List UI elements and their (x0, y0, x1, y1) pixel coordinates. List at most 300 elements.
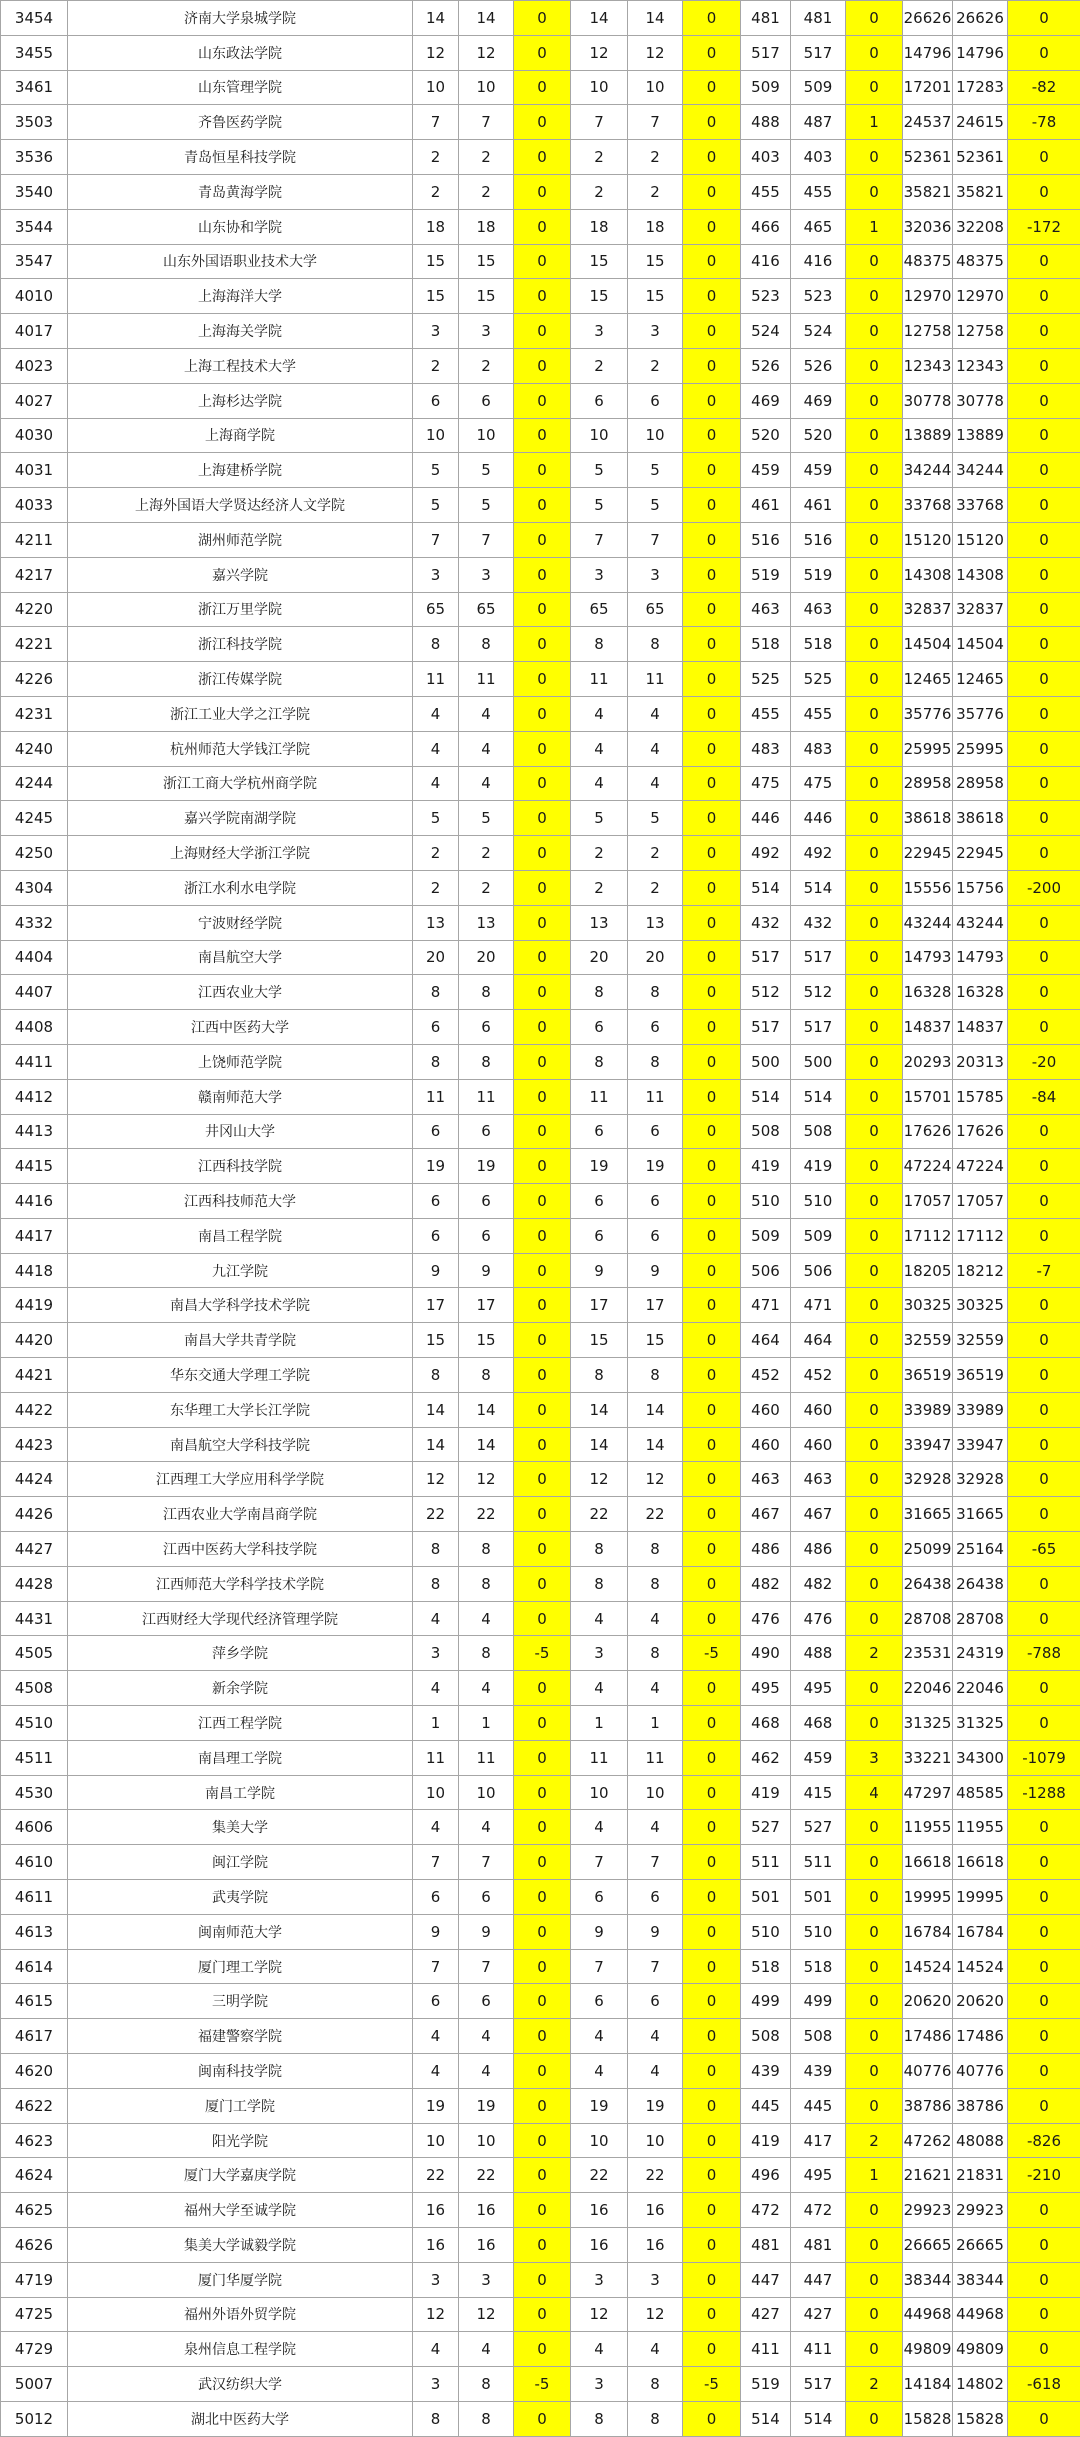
cell-plan-b: 18 (459, 209, 514, 244)
cell-count-a: 8 (571, 627, 628, 662)
cell-score-b: 447 (791, 2262, 846, 2297)
table-row (1, 731, 1080, 766)
cell-score-b: 475 (791, 766, 846, 801)
cell-count-diff: 0 (683, 836, 741, 871)
cell-rank-diff: -65 (1008, 1532, 1080, 1567)
table-row (1, 2332, 1080, 2367)
table-row (1, 1497, 1080, 1532)
cell-score-diff: 0 (846, 418, 903, 453)
cell-plan-a: 3 (413, 557, 459, 592)
cell-count-a: 15 (571, 244, 628, 279)
cell-count-a: 5 (571, 801, 628, 836)
cell-count-diff: -5 (683, 1636, 741, 1671)
table-row (1, 1810, 1080, 1845)
cell-plan-a: 3 (413, 2262, 459, 2297)
cell-plan-diff: 0 (514, 766, 571, 801)
cell-code: 4415 (1, 1149, 68, 1184)
cell-rank-b: 16328 (953, 975, 1008, 1010)
cell-score-b: 476 (791, 1601, 846, 1636)
cell-score-diff: 0 (846, 1706, 903, 1741)
cell-plan-b: 4 (459, 696, 514, 731)
cell-plan-a: 11 (413, 1079, 459, 1114)
cell-plan-diff: 0 (514, 1010, 571, 1045)
cell-count-a: 6 (571, 1218, 628, 1253)
cell-school-name: 上海海洋大学 (68, 279, 413, 314)
cell-count-b: 7 (628, 1845, 683, 1880)
cell-code: 4211 (1, 522, 68, 557)
cell-score-diff: 0 (846, 1601, 903, 1636)
cell-school-name: 山东政法学院 (68, 35, 413, 70)
cell-score-a: 469 (741, 383, 791, 418)
cell-count-b: 11 (628, 1079, 683, 1114)
cell-plan-diff: 0 (514, 1601, 571, 1636)
cell-code: 3540 (1, 174, 68, 209)
cell-count-b: 22 (628, 2158, 683, 2193)
cell-school-name: 江西科技师范大学 (68, 1184, 413, 1219)
cell-count-b: 8 (628, 1566, 683, 1601)
cell-rank-a: 52361 (903, 140, 953, 175)
cell-score-a: 495 (741, 1671, 791, 1706)
cell-rank-diff: 0 (1008, 592, 1080, 627)
cell-code: 5012 (1, 2401, 68, 2436)
cell-plan-diff: 0 (514, 801, 571, 836)
cell-school-name: 井冈山大学 (68, 1114, 413, 1149)
cell-count-a: 22 (571, 1497, 628, 1532)
cell-score-b: 514 (791, 870, 846, 905)
cell-school-name: 江西科技学院 (68, 1149, 413, 1184)
cell-plan-b: 10 (459, 418, 514, 453)
cell-rank-b: 35776 (953, 696, 1008, 731)
cell-count-diff: 0 (683, 35, 741, 70)
cell-count-b: 2 (628, 348, 683, 383)
cell-score-diff: 1 (846, 105, 903, 140)
cell-rank-a: 31665 (903, 1497, 953, 1532)
cell-rank-a: 36519 (903, 1358, 953, 1393)
cell-count-diff: 0 (683, 905, 741, 940)
cell-score-b: 519 (791, 557, 846, 592)
cell-school-name: 闽江学院 (68, 1845, 413, 1880)
cell-rank-diff: 0 (1008, 940, 1080, 975)
cell-plan-diff: 0 (514, 1358, 571, 1393)
cell-score-diff: 0 (846, 1845, 903, 1880)
cell-rank-b: 20620 (953, 1984, 1008, 2019)
cell-score-a: 518 (741, 627, 791, 662)
cell-count-diff: 0 (683, 1010, 741, 1045)
cell-plan-diff: 0 (514, 1706, 571, 1741)
cell-plan-a: 8 (413, 627, 459, 662)
cell-score-diff: 0 (846, 2193, 903, 2228)
cell-rank-diff: 0 (1008, 1810, 1080, 1845)
cell-score-a: 501 (741, 1880, 791, 1915)
cell-code: 4408 (1, 1010, 68, 1045)
cell-score-a: 419 (741, 1149, 791, 1184)
cell-rank-diff: -1079 (1008, 1740, 1080, 1775)
cell-plan-diff: 0 (514, 1149, 571, 1184)
cell-score-a: 527 (741, 1810, 791, 1845)
cell-school-name: 武汉纺织大学 (68, 2367, 413, 2402)
cell-count-a: 14 (571, 1427, 628, 1462)
table-row (1, 662, 1080, 697)
cell-rank-a: 15701 (903, 1079, 953, 1114)
cell-plan-diff: 0 (514, 592, 571, 627)
cell-count-diff: 0 (683, 1253, 741, 1288)
cell-rank-a: 48375 (903, 244, 953, 279)
cell-school-name: 江西农业大学 (68, 975, 413, 1010)
cell-count-b: 3 (628, 557, 683, 592)
cell-rank-diff: 0 (1008, 1149, 1080, 1184)
cell-score-diff: 0 (846, 383, 903, 418)
cell-plan-a: 3 (413, 2367, 459, 2402)
cell-code: 4622 (1, 2088, 68, 2123)
cell-rank-a: 31325 (903, 1706, 953, 1741)
cell-rank-b: 22046 (953, 1671, 1008, 1706)
cell-school-name: 青岛黄海学院 (68, 174, 413, 209)
table-row (1, 1358, 1080, 1393)
cell-score-a: 416 (741, 244, 791, 279)
cell-score-diff: 0 (846, 2054, 903, 2089)
cell-code: 4332 (1, 905, 68, 940)
cell-rank-b: 14504 (953, 627, 1008, 662)
cell-count-a: 4 (571, 731, 628, 766)
cell-count-a: 12 (571, 2297, 628, 2332)
cell-plan-diff: 0 (514, 731, 571, 766)
cell-code: 4417 (1, 1218, 68, 1253)
cell-score-a: 488 (741, 105, 791, 140)
cell-rank-diff: 0 (1008, 627, 1080, 662)
cell-rank-diff: 0 (1008, 1358, 1080, 1393)
cell-rank-a: 38618 (903, 801, 953, 836)
cell-count-b: 8 (628, 1358, 683, 1393)
cell-count-a: 8 (571, 1532, 628, 1567)
cell-rank-a: 32837 (903, 592, 953, 627)
cell-score-diff: 0 (846, 801, 903, 836)
cell-plan-diff: 0 (514, 70, 571, 105)
cell-count-diff: 0 (683, 1462, 741, 1497)
cell-rank-a: 18205 (903, 1253, 953, 1288)
cell-code: 4431 (1, 1601, 68, 1636)
cell-rank-a: 14504 (903, 627, 953, 662)
cell-plan-a: 11 (413, 662, 459, 697)
cell-school-name: 浙江工商大学杭州商学院 (68, 766, 413, 801)
cell-count-a: 11 (571, 1079, 628, 1114)
cell-plan-diff: 0 (514, 1810, 571, 1845)
cell-score-a: 509 (741, 1218, 791, 1253)
cell-plan-a: 7 (413, 105, 459, 140)
cell-rank-b: 34244 (953, 453, 1008, 488)
cell-school-name: 江西工程学院 (68, 1706, 413, 1741)
cell-code: 4030 (1, 418, 68, 453)
cell-score-b: 517 (791, 1010, 846, 1045)
cell-score-b: 527 (791, 1810, 846, 1845)
cell-count-b: 8 (628, 975, 683, 1010)
cell-code: 4614 (1, 1949, 68, 1984)
cell-count-diff: 0 (683, 1984, 741, 2019)
cell-rank-a: 26626 (903, 1, 953, 36)
cell-score-a: 468 (741, 1706, 791, 1741)
cell-plan-a: 7 (413, 522, 459, 557)
cell-plan-diff: 0 (514, 662, 571, 697)
cell-rank-a: 43244 (903, 905, 953, 940)
cell-school-name: 厦门理工学院 (68, 1949, 413, 1984)
cell-score-diff: 0 (846, 1114, 903, 1149)
cell-rank-diff: 0 (1008, 279, 1080, 314)
cell-score-b: 465 (791, 209, 846, 244)
cell-rank-b: 13889 (953, 418, 1008, 453)
cell-plan-a: 10 (413, 418, 459, 453)
cell-count-b: 15 (628, 279, 683, 314)
cell-plan-a: 19 (413, 1149, 459, 1184)
cell-code: 4615 (1, 1984, 68, 2019)
cell-score-b: 517 (791, 35, 846, 70)
cell-score-diff: 0 (846, 1288, 903, 1323)
cell-plan-diff: 0 (514, 279, 571, 314)
cell-count-diff: 0 (683, 1218, 741, 1253)
cell-count-diff: 0 (683, 801, 741, 836)
table-row (1, 209, 1080, 244)
table-row (1, 2019, 1080, 2054)
cell-rank-b: 28958 (953, 766, 1008, 801)
table-row (1, 1949, 1080, 1984)
cell-code: 4404 (1, 940, 68, 975)
cell-rank-b: 16784 (953, 1914, 1008, 1949)
cell-plan-b: 8 (459, 975, 514, 1010)
cell-rank-b: 33768 (953, 488, 1008, 523)
cell-count-diff: 0 (683, 2262, 741, 2297)
cell-plan-b: 12 (459, 2297, 514, 2332)
cell-score-diff: 0 (846, 1253, 903, 1288)
cell-count-b: 14 (628, 1, 683, 36)
cell-count-a: 8 (571, 2401, 628, 2436)
cell-plan-a: 2 (413, 348, 459, 383)
cell-count-a: 4 (571, 2054, 628, 2089)
cell-rank-a: 30325 (903, 1288, 953, 1323)
cell-count-a: 22 (571, 2158, 628, 2193)
cell-plan-b: 14 (459, 1427, 514, 1462)
cell-score-a: 455 (741, 174, 791, 209)
cell-rank-b: 24615 (953, 105, 1008, 140)
cell-count-b: 6 (628, 1880, 683, 1915)
cell-score-a: 508 (741, 1114, 791, 1149)
cell-rank-b: 38344 (953, 2262, 1008, 2297)
cell-count-diff: 0 (683, 2401, 741, 2436)
cell-code: 4420 (1, 1323, 68, 1358)
cell-plan-a: 9 (413, 1253, 459, 1288)
cell-score-b: 512 (791, 975, 846, 1010)
cell-rank-a: 47262 (903, 2123, 953, 2158)
cell-score-a: 526 (741, 348, 791, 383)
table-row (1, 1706, 1080, 1741)
cell-code: 4427 (1, 1532, 68, 1567)
cell-count-b: 3 (628, 2262, 683, 2297)
cell-rank-diff: 0 (1008, 1914, 1080, 1949)
cell-score-b: 463 (791, 1462, 846, 1497)
cell-plan-a: 6 (413, 1114, 459, 1149)
cell-count-a: 3 (571, 2262, 628, 2297)
cell-count-a: 10 (571, 418, 628, 453)
cell-code: 4407 (1, 975, 68, 1010)
cell-school-name: 阳光学院 (68, 2123, 413, 2158)
cell-plan-b: 8 (459, 1358, 514, 1393)
cell-count-a: 12 (571, 1462, 628, 1497)
cell-plan-a: 22 (413, 2158, 459, 2193)
cell-rank-diff: -20 (1008, 1044, 1080, 1079)
cell-plan-diff: 0 (514, 2088, 571, 2123)
cell-plan-b: 7 (459, 522, 514, 557)
cell-score-a: 403 (741, 140, 791, 175)
cell-plan-diff: 0 (514, 383, 571, 418)
cell-rank-b: 26438 (953, 1566, 1008, 1601)
cell-plan-b: 3 (459, 557, 514, 592)
cell-count-a: 11 (571, 1740, 628, 1775)
cell-score-b: 416 (791, 244, 846, 279)
cell-rank-b: 12343 (953, 348, 1008, 383)
cell-score-b: 459 (791, 1740, 846, 1775)
table-row (1, 1253, 1080, 1288)
cell-count-diff: 0 (683, 557, 741, 592)
cell-score-a: 483 (741, 731, 791, 766)
cell-rank-b: 26626 (953, 1, 1008, 36)
cell-score-b: 492 (791, 836, 846, 871)
cell-score-diff: 0 (846, 627, 903, 662)
cell-school-name: 浙江传媒学院 (68, 662, 413, 697)
cell-score-a: 467 (741, 1497, 791, 1532)
cell-rank-b: 43244 (953, 905, 1008, 940)
cell-plan-diff: 0 (514, 1497, 571, 1532)
cell-rank-diff: 0 (1008, 1497, 1080, 1532)
cell-score-diff: 2 (846, 2123, 903, 2158)
cell-rank-a: 16618 (903, 1845, 953, 1880)
cell-rank-diff: 0 (1008, 2228, 1080, 2263)
cell-score-b: 461 (791, 488, 846, 523)
cell-plan-b: 17 (459, 1288, 514, 1323)
cell-plan-b: 6 (459, 1114, 514, 1149)
cell-code: 4508 (1, 1671, 68, 1706)
cell-rank-diff: -84 (1008, 1079, 1080, 1114)
cell-rank-diff: 0 (1008, 244, 1080, 279)
cell-rank-b: 14308 (953, 557, 1008, 592)
cell-count-b: 10 (628, 418, 683, 453)
cell-plan-diff: 0 (514, 1566, 571, 1601)
cell-score-b: 482 (791, 1566, 846, 1601)
cell-count-a: 16 (571, 2228, 628, 2263)
cell-score-b: 463 (791, 592, 846, 627)
cell-score-a: 481 (741, 2228, 791, 2263)
cell-plan-a: 5 (413, 488, 459, 523)
table-row (1, 1566, 1080, 1601)
cell-count-b: 1 (628, 1706, 683, 1741)
cell-plan-a: 10 (413, 1775, 459, 1810)
cell-rank-a: 33989 (903, 1392, 953, 1427)
cell-rank-b: 14796 (953, 35, 1008, 70)
cell-rank-b: 25995 (953, 731, 1008, 766)
cell-plan-b: 10 (459, 1775, 514, 1810)
cell-plan-diff: 0 (514, 1845, 571, 1880)
cell-school-name: 宁波财经学院 (68, 905, 413, 940)
table-row (1, 418, 1080, 453)
cell-score-diff: 1 (846, 2158, 903, 2193)
cell-plan-b: 1 (459, 1706, 514, 1741)
cell-count-a: 5 (571, 453, 628, 488)
cell-rank-diff: -82 (1008, 70, 1080, 105)
cell-count-diff: -5 (683, 2367, 741, 2402)
cell-rank-a: 24537 (903, 105, 953, 140)
cell-school-name: 三明学院 (68, 1984, 413, 2019)
cell-score-diff: 0 (846, 174, 903, 209)
cell-count-b: 7 (628, 522, 683, 557)
cell-score-b: 427 (791, 2297, 846, 2332)
cell-rank-a: 15828 (903, 2401, 953, 2436)
cell-plan-b: 15 (459, 279, 514, 314)
cell-rank-a: 38786 (903, 2088, 953, 2123)
cell-rank-b: 12758 (953, 314, 1008, 349)
cell-plan-diff: 0 (514, 836, 571, 871)
cell-count-diff: 0 (683, 140, 741, 175)
cell-school-name: 南昌工学院 (68, 1775, 413, 1810)
cell-score-b: 510 (791, 1914, 846, 1949)
cell-score-diff: 0 (846, 244, 903, 279)
cell-plan-a: 6 (413, 1880, 459, 1915)
cell-school-name: 山东协和学院 (68, 209, 413, 244)
cell-rank-b: 40776 (953, 2054, 1008, 2089)
cell-school-name: 山东外国语职业技术大学 (68, 244, 413, 279)
cell-code: 4250 (1, 836, 68, 871)
cell-count-a: 17 (571, 1288, 628, 1323)
cell-count-b: 14 (628, 1427, 683, 1462)
cell-score-b: 518 (791, 1949, 846, 1984)
cell-score-diff: 0 (846, 1, 903, 36)
cell-count-a: 4 (571, 1601, 628, 1636)
cell-plan-b: 5 (459, 488, 514, 523)
cell-score-b: 417 (791, 2123, 846, 2158)
cell-plan-a: 2 (413, 140, 459, 175)
cell-plan-a: 14 (413, 1392, 459, 1427)
cell-count-a: 3 (571, 314, 628, 349)
cell-school-name: 湖州师范学院 (68, 522, 413, 557)
cell-plan-diff: 0 (514, 1462, 571, 1497)
cell-count-diff: 0 (683, 1497, 741, 1532)
cell-plan-b: 12 (459, 35, 514, 70)
cell-count-diff: 0 (683, 1949, 741, 1984)
cell-score-a: 510 (741, 1184, 791, 1219)
cell-rank-diff: 0 (1008, 1566, 1080, 1601)
cell-score-diff: 0 (846, 35, 903, 70)
cell-score-b: 516 (791, 522, 846, 557)
cell-count-diff: 0 (683, 1288, 741, 1323)
cell-count-b: 19 (628, 2088, 683, 2123)
cell-count-diff: 0 (683, 2019, 741, 2054)
cell-plan-a: 4 (413, 1601, 459, 1636)
cell-count-diff: 0 (683, 1810, 741, 1845)
cell-rank-diff: 0 (1008, 1671, 1080, 1706)
cell-score-a: 455 (741, 696, 791, 731)
cell-plan-diff: 0 (514, 627, 571, 662)
cell-count-b: 8 (628, 1044, 683, 1079)
cell-score-diff: 0 (846, 488, 903, 523)
cell-count-b: 20 (628, 940, 683, 975)
cell-plan-diff: 0 (514, 2054, 571, 2089)
cell-rank-a: 17112 (903, 1218, 953, 1253)
cell-plan-b: 4 (459, 731, 514, 766)
cell-plan-b: 8 (459, 1566, 514, 1601)
cell-rank-a: 17626 (903, 1114, 953, 1149)
cell-score-diff: 0 (846, 2401, 903, 2436)
cell-code: 4428 (1, 1566, 68, 1601)
cell-count-diff: 0 (683, 2158, 741, 2193)
cell-code: 4626 (1, 2228, 68, 2263)
cell-score-diff: 0 (846, 70, 903, 105)
table-row (1, 488, 1080, 523)
cell-count-diff: 0 (683, 1566, 741, 1601)
